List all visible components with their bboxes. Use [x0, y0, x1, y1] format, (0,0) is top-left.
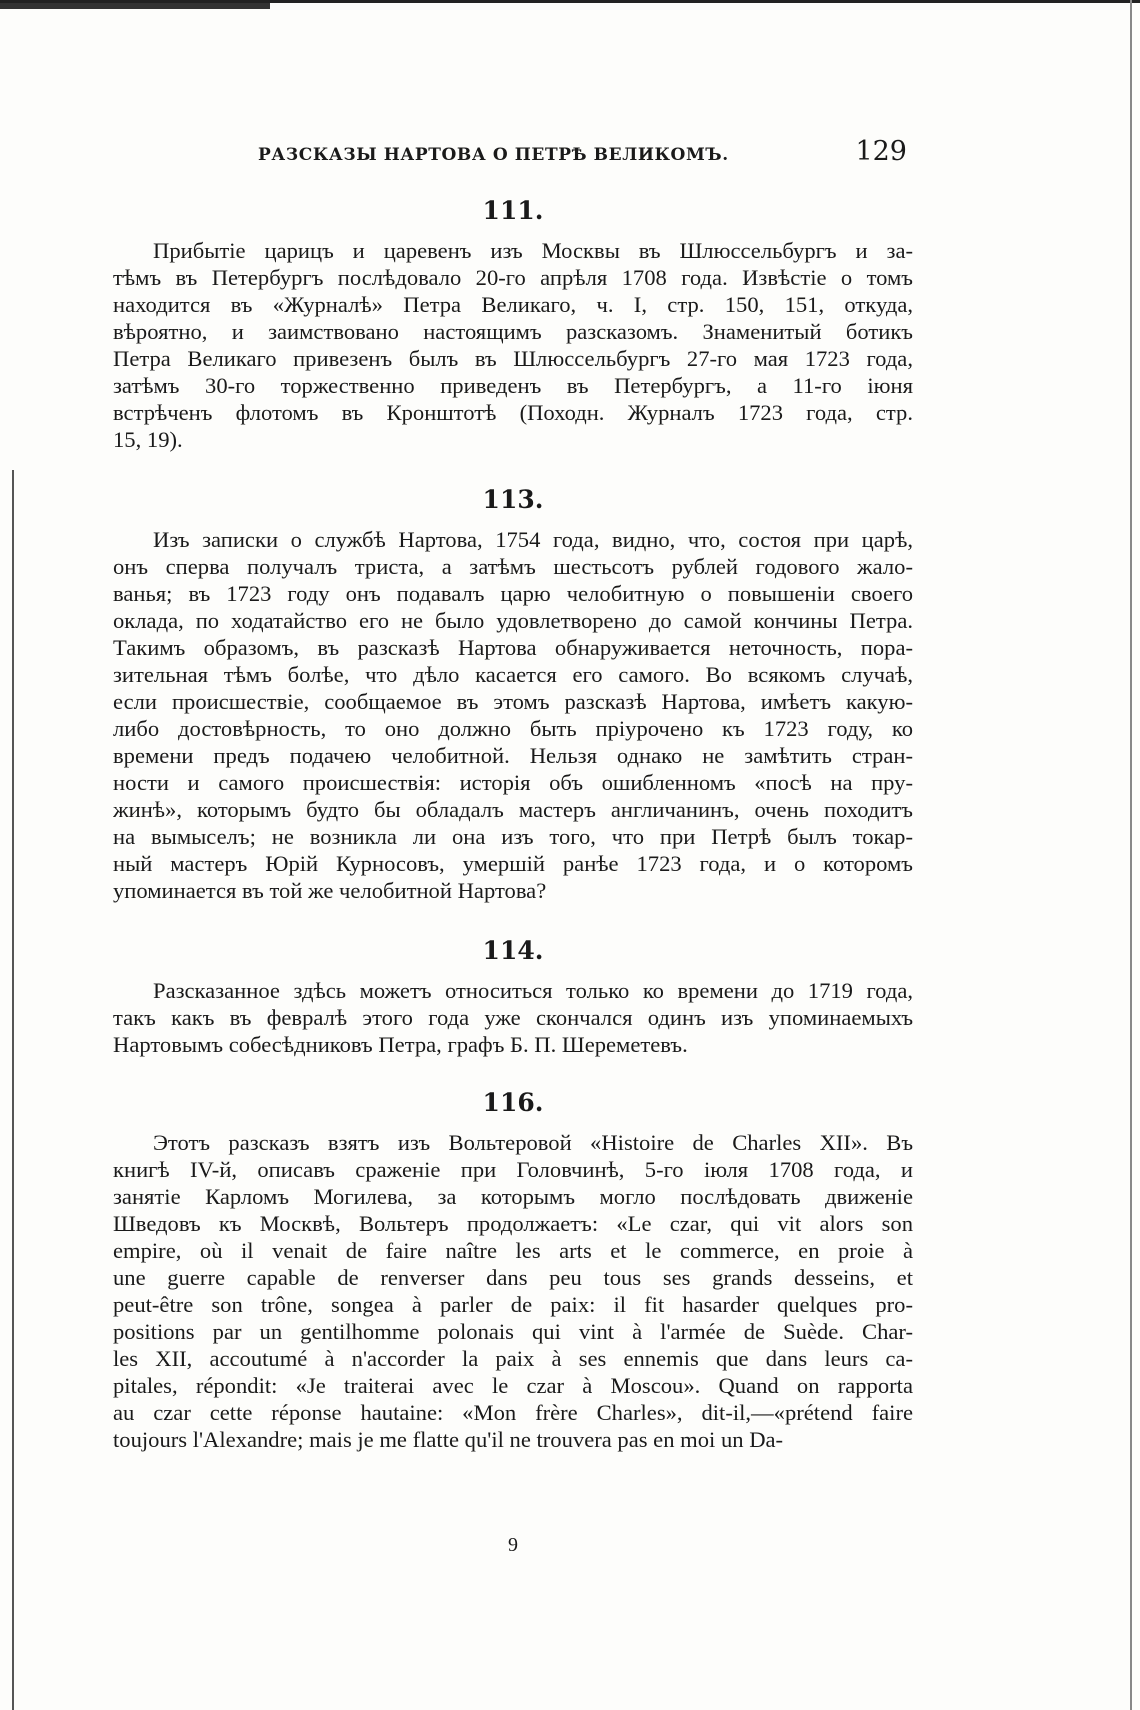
- text-line: Прибытіе царицъ и царевенъ изъ Москвы въ Шлюссельбургъ и за-: [153, 238, 913, 263]
- book-page: [113, 136, 913, 1556]
- text-line: книгѣ IV-й, описавъ сраженіе при Головчинѣ, 5-го іюля 1708 года, и: [113, 1157, 913, 1182]
- text-line: ванья; въ 1723 году онъ подавалъ царю челобитную о повышеніи своего: [113, 581, 913, 606]
- text-line: Такимъ образомъ, въ разсказѣ Нартова обнаруживается неточность, пора-: [113, 635, 913, 660]
- running-title: РАЗСКАЗЫ НАРТОВА О ПЕТРѢ ВЕЛИКОМЪ.: [258, 145, 729, 165]
- text-line: вѣроятно, и заимствовано настоящимъ разсказомъ. Знаменитый ботикъ: [113, 319, 913, 344]
- section-paragraph: [113, 1129, 913, 1453]
- text-line: жинѣ», которымъ будто бы обладалъ мастеръ англичанинъ, очень походитъ: [113, 797, 913, 822]
- section-paragraph: [113, 237, 913, 453]
- text-line: Шведовъ къ Москвѣ, Вольтеръ продолжаетъ: «Le czar, qui vit alors son: [113, 1211, 913, 1236]
- text-line: занятіе Карломъ Могилева, за которымъ могло послѣдовать движеніе: [113, 1184, 913, 1209]
- text-line: Петра Великаго привезенъ былъ въ Шлюссельбургъ 27-го мая 1723 года,: [113, 346, 913, 371]
- text-line: упоминается въ той же челобитной Нартова?: [113, 878, 547, 903]
- text-line: ный мастеръ Юрій Курносовъ, умершій ранѣе 1723 года, и о которомъ: [113, 851, 913, 876]
- text-line: находится въ «Журналѣ» Петра Великаго, ч. I, стр. 150, 151, откуда,: [113, 292, 913, 317]
- text-line: такъ какъ въ февралѣ этого года уже скончался одинъ изъ упоминаемыхъ: [113, 1005, 913, 1030]
- text-line: времени предъ подачею челобитной. Нельзя однако не замѣтить стран-: [113, 743, 913, 768]
- text-line: либо достовѣрность, то оно должно быть пріурочено къ 1723 году, ко: [113, 716, 913, 741]
- scan-top-edge: [0, 0, 1140, 14]
- running-head: [148, 136, 913, 176]
- section-number: 113.: [482, 485, 544, 514]
- text-line: Изъ записки о службѣ Нартова, 1754 года, видно, что, состоя при царѣ,: [153, 527, 913, 552]
- scan-right-edge: [1130, 0, 1132, 1710]
- section: [113, 936, 913, 1058]
- text-line: на вымыселъ; не возникла ли она изъ того, что при Петрѣ былъ токар-: [113, 824, 913, 849]
- sections-container: [113, 196, 913, 1453]
- text-line: pitales, répondit: «Je traiterai avec le czar à Moscou». Quand on rapporta: [113, 1373, 913, 1398]
- section-number: 111.: [482, 196, 544, 225]
- text-line: Нартовымъ собесѣдниковъ Петра, графъ Б. П. Шереметевъ.: [113, 1032, 688, 1057]
- signature-mark: 9: [508, 1534, 518, 1556]
- text-line: empire, où il venait de faire naître les arts et le commerce, en proie à: [113, 1238, 913, 1263]
- text-line: toujours l'Alexandre; mais je me flatte qu'il ne trouvera pas en moi un Da-: [113, 1427, 784, 1452]
- section: [113, 1088, 913, 1453]
- section-paragraph: [113, 977, 913, 1058]
- text-line: если происшествіе, сообщаемое въ этомъ разсказѣ Нартова, имѣетъ какую-: [113, 689, 913, 714]
- text-line: une guerre capable de renverser dans peu tous ses grands desseins, et: [113, 1265, 913, 1290]
- text-line: ности и самого происшествія: исторія объ ошибленномъ «посѣ на пру-: [113, 770, 913, 795]
- text-line: au czar cette réponse hautaine: «Mon frère Charles», dit-il,—«prétend faire: [113, 1400, 913, 1425]
- section: [113, 485, 913, 904]
- text-line: peut-être son trône, songea à parler de paix: il fit hasarder quelques pro-: [113, 1292, 913, 1317]
- text-line: Разсказанное здѣсь можетъ относиться только ко времени до 1719 года,: [153, 978, 913, 1003]
- text-line: затѣмъ 30-го торжественно приведенъ въ Петербургъ, а 11-го іюня: [113, 373, 913, 398]
- text-line: онъ сперва получалъ триста, а затѣмъ шестьсотъ рублей годового жало-: [113, 554, 913, 579]
- scan-left-edge: [12, 470, 14, 1710]
- text-line: зительная тѣмъ болѣе, что дѣло касается его самого. Во всякомъ случаѣ,: [113, 662, 913, 687]
- section-number: 114.: [482, 936, 544, 965]
- text-line: тѣмъ въ Петербургъ послѣдовало 20-го апрѣля 1708 года. Извѣстіе о томъ: [113, 265, 913, 290]
- section-number: 116.: [482, 1088, 544, 1117]
- section: [113, 196, 913, 453]
- text-line: встрѣченъ флотомъ въ Кронштотѣ (Походн. Журналъ 1723 года, стр.: [113, 400, 913, 425]
- text-line: 15, 19).: [113, 427, 183, 452]
- page-number: 129: [855, 136, 907, 167]
- text-line: Этотъ разсказъ взятъ изъ Вольтеровой «Histoire de Charles XII». Въ: [153, 1130, 913, 1155]
- text-line: positions par un gentilhomme polonais qui vint à l'armée de Suède. Char-: [113, 1319, 913, 1344]
- text-line: les XII, accoutumé à n'accorder la paix à ses ennemis que dans leurs ca-: [113, 1346, 913, 1371]
- text-line: оклада, по ходатайство его не было удовлетворено до самой кончины Петра.: [113, 608, 913, 633]
- section-paragraph: [113, 526, 913, 904]
